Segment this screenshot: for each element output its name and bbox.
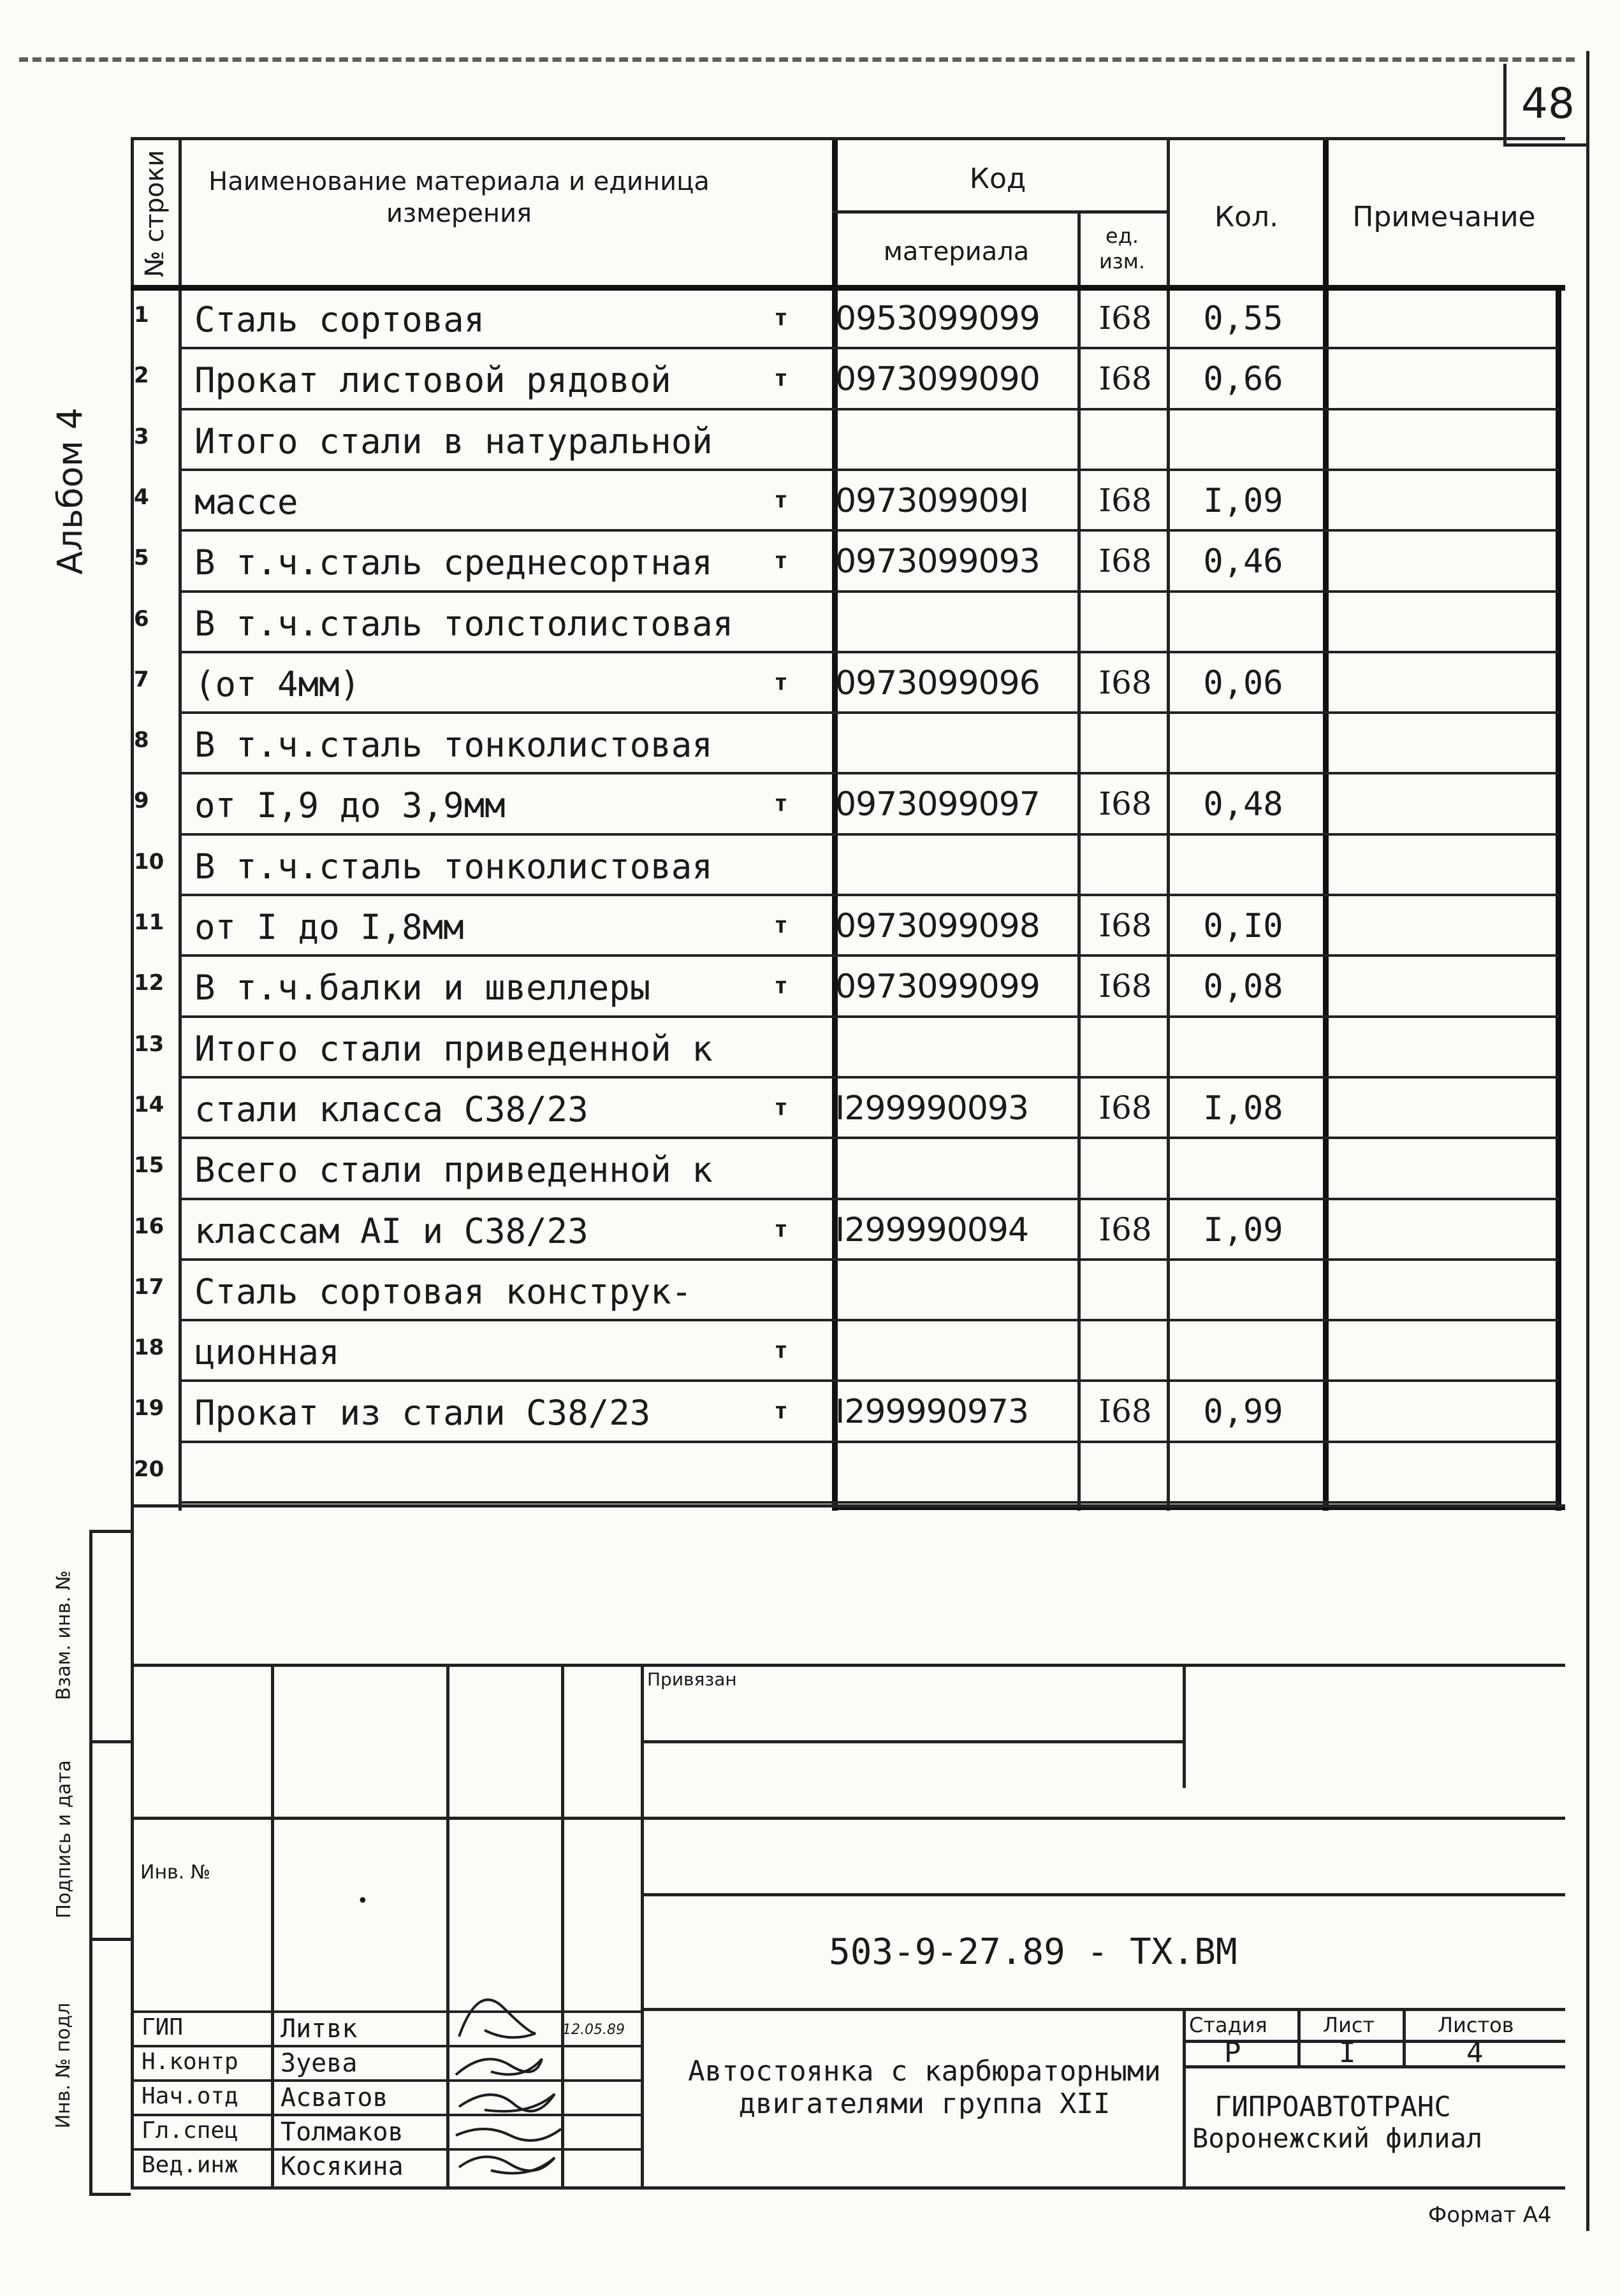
unit-mark: т (774, 1337, 788, 1363)
unit-mark: т (774, 669, 788, 695)
material-name: В т.ч.сталь толстолистовая (194, 604, 734, 644)
privyazan-label: Привязан (647, 1669, 737, 1690)
row-number: 16 (134, 1214, 164, 1239)
signatory-name: Литвк (281, 2014, 358, 2044)
row-number: 12 (134, 970, 164, 996)
material-name: Прокат листовой рядовой (194, 360, 671, 400)
signature-4 (456, 2129, 561, 2140)
header-code-unit: ед. изм. (1098, 224, 1146, 273)
unit-mark: т (774, 1398, 788, 1424)
material-name: классам АI и С38/23 (194, 1211, 588, 1251)
sheet-label: Лист (1323, 2013, 1375, 2037)
page-number: 48 (1503, 64, 1589, 147)
stage-label: Стадия (1189, 2013, 1267, 2037)
header-code-material: материала (883, 237, 1030, 266)
signature-5 (459, 2157, 555, 2174)
material-code: 0973099098 (835, 907, 1040, 945)
material-name: (от 4мм) (194, 664, 361, 704)
signatory-name: Косякина (281, 2152, 404, 2181)
unit-code: I68 (1098, 785, 1152, 822)
unit-code: I68 (1098, 968, 1152, 1005)
material-name: от I до I,8мм (194, 907, 464, 947)
row-number: 14 (134, 1092, 164, 1117)
unit-mark: т (774, 790, 788, 817)
header-quantity: Кол. (1214, 200, 1279, 233)
unit-mark: т (774, 973, 788, 999)
row-number: 3 (134, 424, 149, 449)
row-number: 13 (134, 1031, 164, 1057)
material-name: ционная (194, 1332, 340, 1372)
document-designation: 503-9-27.89 - ТХ.ВМ (829, 1931, 1237, 1973)
row-number: 11 (134, 910, 164, 935)
material-code: 0953099099 (835, 300, 1040, 338)
material-code: 0973099099 (835, 968, 1040, 1006)
row-number: 4 (134, 484, 149, 510)
album-label: Альбом 4 (50, 407, 91, 574)
quantity: 0,55 (1203, 300, 1283, 338)
unit-mark: т (774, 1216, 788, 1242)
signatory-role: Н.контр (142, 2049, 238, 2075)
sign-date: 12.05.89 (562, 2022, 625, 2038)
signature-2 (456, 2059, 542, 2075)
row-number: 7 (134, 667, 149, 692)
quantity: 0,66 (1203, 360, 1283, 398)
row-number: 10 (134, 849, 164, 875)
unit-code: I68 (1098, 1211, 1152, 1248)
material-name: В т.ч.сталь тонколистовая (194, 846, 713, 887)
row-number: 2 (134, 363, 149, 388)
header-row-number: № строки (140, 150, 170, 277)
row-number: 6 (134, 606, 149, 632)
material-code: 0973099090 (835, 360, 1040, 398)
format-label: Формат А4 (1428, 2202, 1552, 2228)
unit-mark: т (774, 365, 788, 391)
signatory-name: Зуева (281, 2049, 358, 2078)
header-code-group: Код (969, 162, 1026, 195)
inv-no-label: Инв. № (140, 1861, 211, 1884)
unit-mark: т (774, 548, 788, 574)
material-code: I299990093 (835, 1089, 1029, 1128)
quantity: I,09 (1203, 482, 1283, 520)
quantity: 0,I0 (1203, 907, 1283, 945)
unit-code: I68 (1098, 1393, 1152, 1430)
side-label-inv-original: Инв. № подл (52, 2002, 75, 2128)
material-name: от I,9 до 3,9мм (194, 785, 506, 825)
material-name: Итого стали в натуральной (194, 421, 713, 461)
signature-3 (459, 2094, 555, 2111)
row-number: 8 (134, 727, 149, 753)
signature-1 (459, 2000, 536, 2037)
row-number: 15 (134, 1152, 164, 1178)
unit-code: I68 (1098, 482, 1152, 519)
quantity: 0,46 (1203, 542, 1283, 581)
row-number: 19 (134, 1395, 164, 1421)
unit-code: I68 (1098, 1089, 1152, 1126)
quantity: 0,08 (1203, 968, 1283, 1006)
material-code: I299990973 (835, 1393, 1029, 1431)
unit-code: I68 (1098, 360, 1152, 397)
sheets-value: 4 (1466, 2037, 1484, 2069)
signatory-role: Гл.спец (142, 2118, 238, 2144)
row-number: 18 (134, 1335, 164, 1360)
material-name: В т.ч.сталь среднесортная (194, 542, 713, 583)
row-number: 17 (134, 1274, 164, 1300)
unit-mark: т (774, 1094, 788, 1121)
material-name: Прокат из стали С38/23 (194, 1393, 651, 1433)
unit-mark: т (774, 305, 788, 331)
header-note: Примечание (1352, 200, 1536, 233)
signatory-name: Асватов (281, 2083, 388, 2112)
quantity: I,09 (1203, 1211, 1283, 1249)
unit-code: I68 (1098, 300, 1152, 337)
material-name: Сталь сортовая (194, 300, 485, 340)
quantity: 0,06 (1203, 664, 1283, 702)
stamp-dot: • (357, 1890, 369, 1912)
row-number: 5 (134, 545, 149, 570)
material-code: 0973099097 (835, 785, 1040, 824)
unit-code: I68 (1098, 907, 1152, 944)
unit-mark: т (774, 487, 788, 513)
material-code: 0973099096 (835, 664, 1040, 702)
row-number: 20 (134, 1457, 164, 1482)
organization: ГИПРОАВТОТРАНС (1215, 2091, 1451, 2123)
material-name: В т.ч.балки и швеллеры (194, 968, 651, 1008)
header-name: Наименование материала и единица измерения (208, 167, 710, 228)
material-name: Всего стали приведенной к (194, 1150, 713, 1190)
material-name: стали класса С38/23 (194, 1089, 588, 1130)
material-name: Сталь сортовая конструк- (194, 1272, 692, 1312)
signatory-role: ГИП (142, 2014, 184, 2040)
unit-code: I68 (1098, 542, 1152, 579)
unit-code: I68 (1098, 664, 1152, 701)
material-name: Итого стали приведенной к (194, 1029, 713, 1069)
signatory-role: Вед.инж (142, 2152, 238, 2178)
side-label-signature-date: Подпись и дата (52, 1759, 75, 1919)
signatory-name: Толмаков (281, 2118, 404, 2147)
row-number: 1 (134, 302, 149, 328)
material-name: В т.ч.сталь тонколистовая (194, 725, 713, 765)
unit-mark: т (774, 912, 788, 938)
material-code: I299990094 (835, 1211, 1029, 1249)
side-label-replace-inv: Взам. инв. № (52, 1570, 75, 1700)
material-code: 0973099093 (835, 542, 1040, 581)
quantity: I,08 (1203, 1089, 1283, 1128)
row-number: 9 (134, 788, 149, 813)
sheets-label: Листов (1438, 2013, 1514, 2037)
material-code: 097309909I (835, 482, 1029, 520)
signatory-role: Нач.отд (142, 2083, 238, 2109)
stage-value: Р (1224, 2037, 1241, 2069)
branch: Воронежский филиал (1192, 2123, 1483, 2154)
quantity: 0,48 (1203, 785, 1283, 824)
quantity: 0,99 (1203, 1393, 1283, 1431)
object-title: Автостоянка с карбюраторными двигателями группа XII (688, 2055, 1161, 2120)
material-name: массе (194, 482, 298, 522)
sheet-value: I (1339, 2037, 1356, 2069)
